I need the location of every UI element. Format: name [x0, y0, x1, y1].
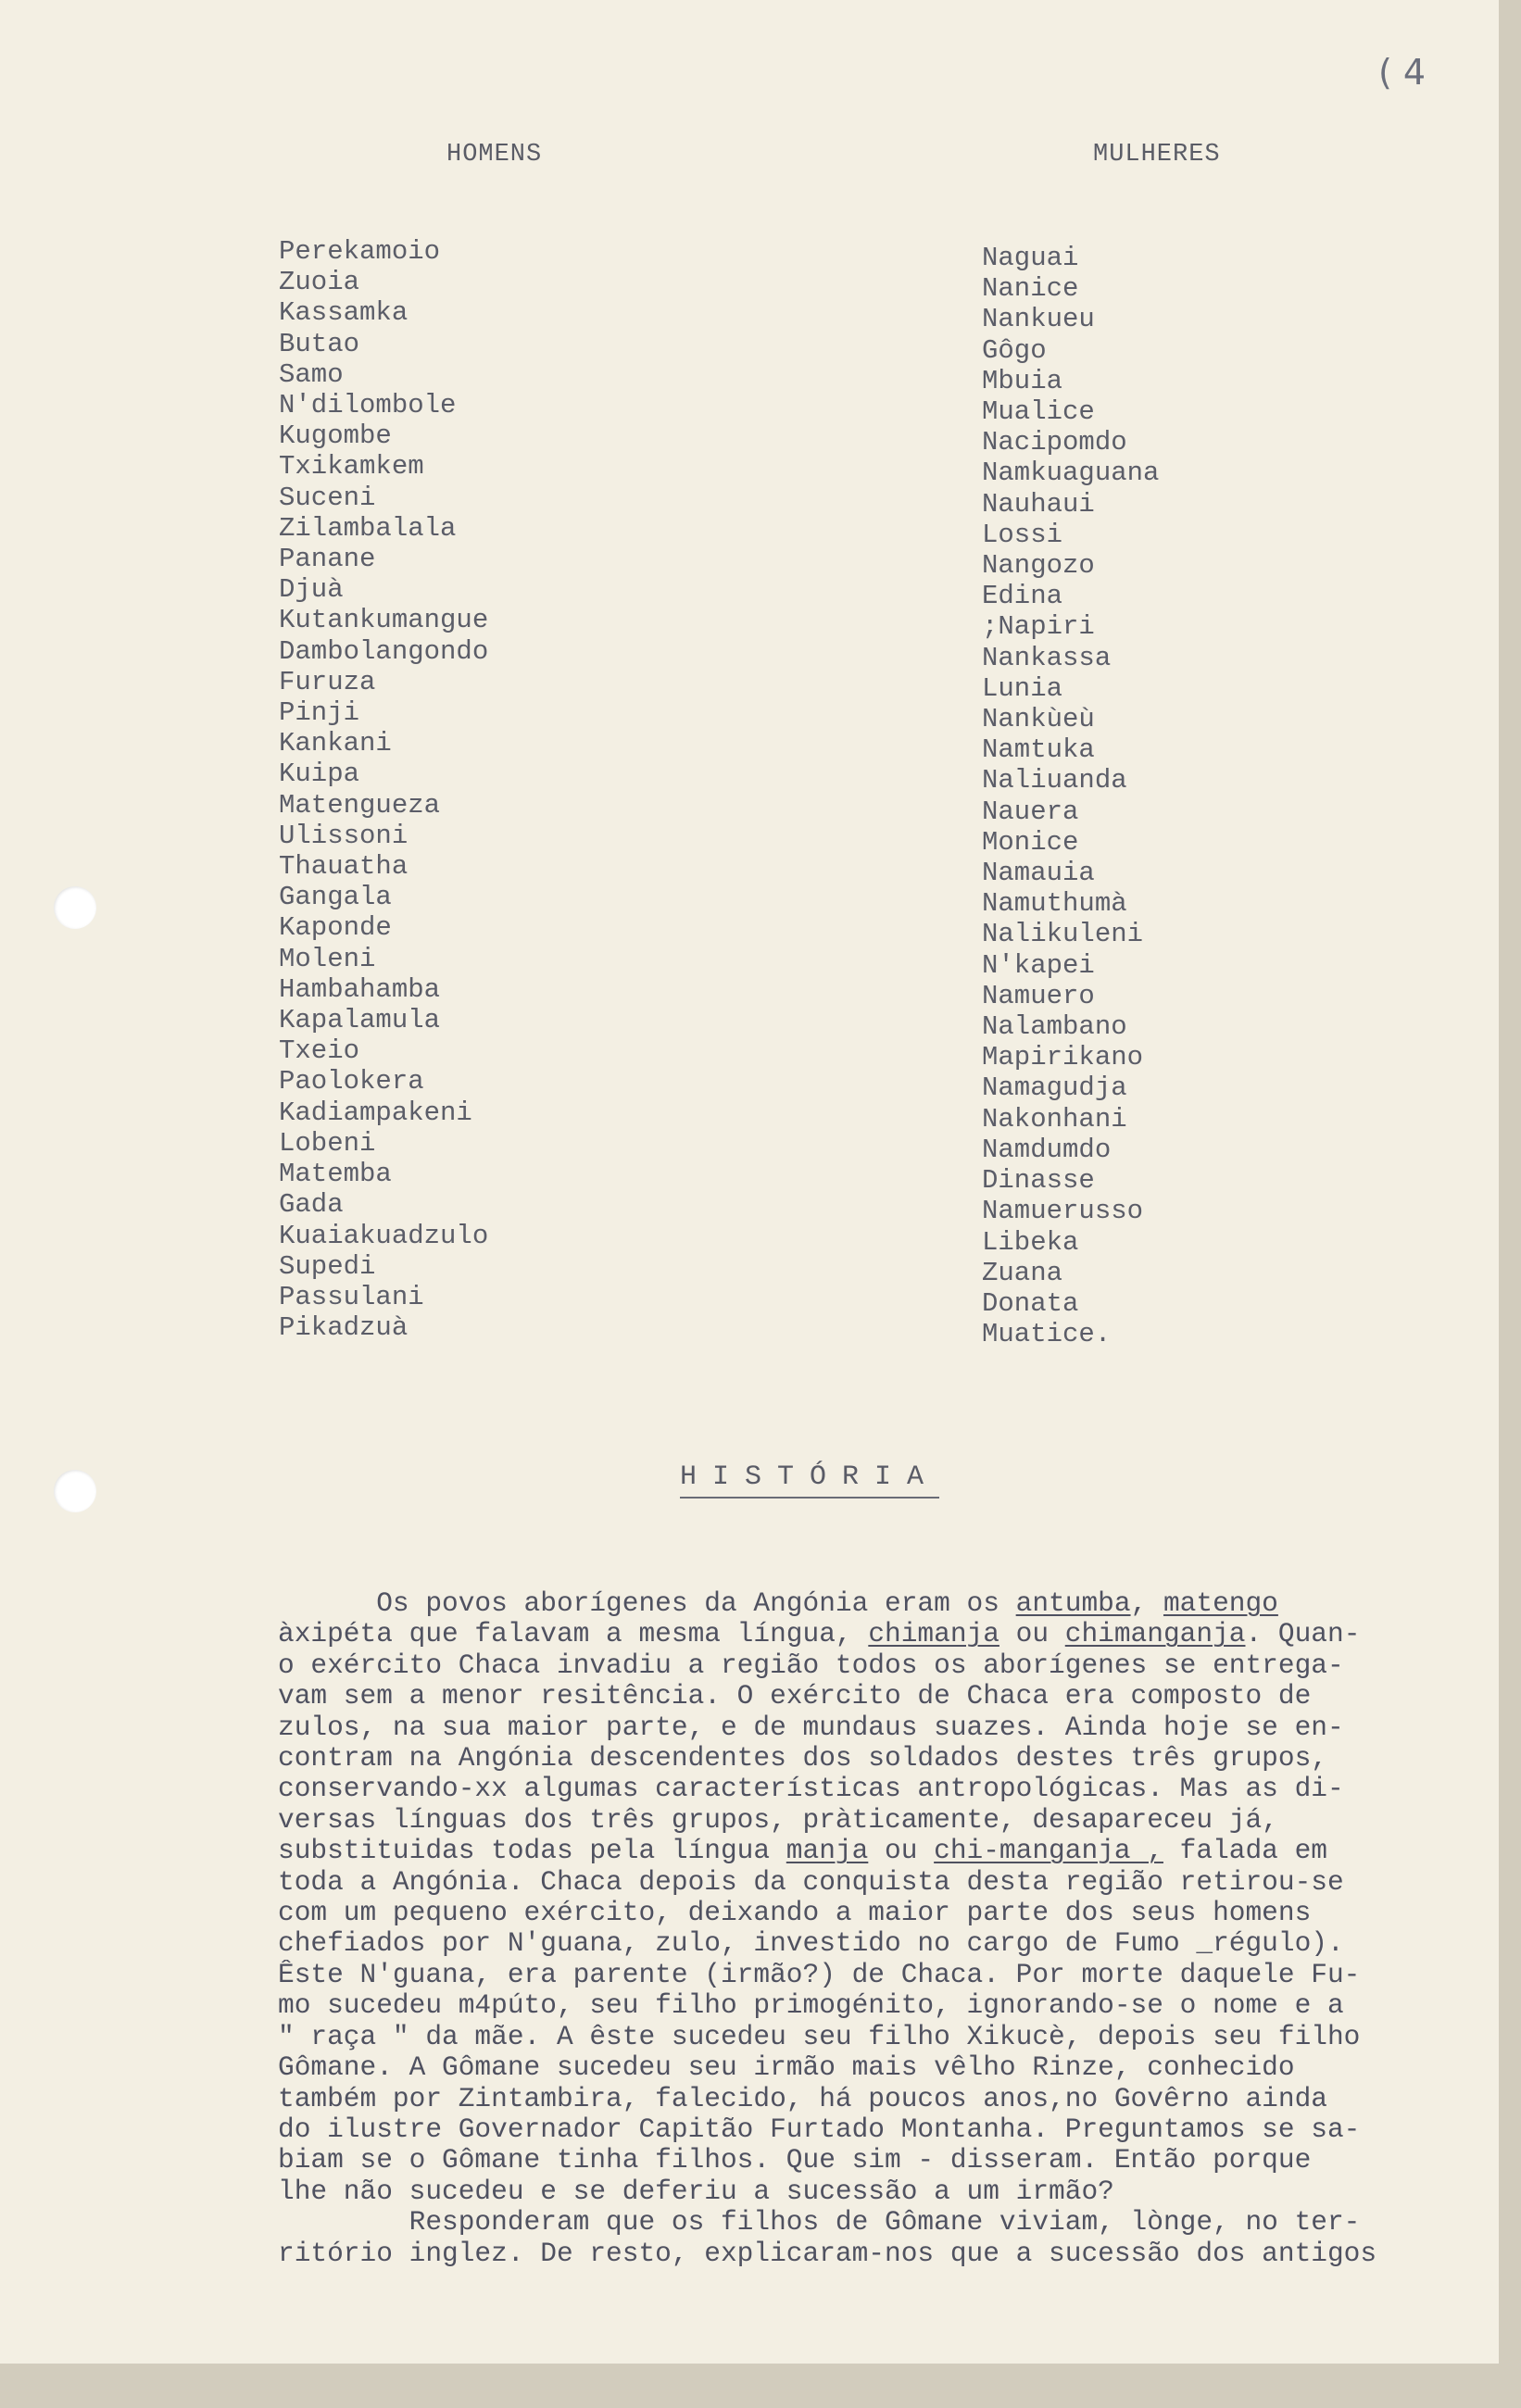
- punch-hole: [54, 886, 96, 929]
- mulheres-name: Nankueu: [982, 304, 1095, 335]
- homens-name: Kaponde: [279, 912, 392, 944]
- page-number: ( 4: [1378, 52, 1427, 93]
- scan-edge: [0, 2364, 1521, 2408]
- mulheres-name: Nakonhani: [982, 1103, 1127, 1135]
- text-line: toda a Angónia. Chaca depois da conquista desta região retirou-se: [278, 1866, 1344, 1898]
- mulheres-name: Naguai: [982, 243, 1079, 273]
- homens-name: Furuza: [279, 666, 376, 697]
- text-line: Êste N'guana, era parente (irmão?) de Chaca. Por morte daquele Fu-: [278, 1959, 1361, 1990]
- text-line: àxipéta que falavam a mesma língua, chimanja ou chimanganja. Quan-: [278, 1619, 1361, 1650]
- punch-hole: [54, 1470, 96, 1512]
- mulheres-name: N'kapei: [982, 949, 1095, 981]
- homens-name: Gangala: [279, 882, 392, 913]
- mulheres-name: Zuana: [982, 1257, 1063, 1288]
- text-line: Gômane. A Gômane sucedeu seu irmão mais vêlho Rinze, conhecido: [278, 2052, 1295, 2084]
- text-line: vam sem a menor resitência. O exército de Chaca era composto de: [278, 1681, 1312, 1712]
- mulheres-name: Dinasse: [982, 1165, 1095, 1197]
- mulheres-name: Gôgo: [982, 334, 1047, 366]
- homens-name: Gada: [279, 1189, 344, 1221]
- text-line: contram na Angónia descendentes dos soldados destes três grupos,: [278, 1743, 1327, 1775]
- mulheres-name: Edina: [982, 581, 1063, 612]
- homens-name: Thauatha: [279, 851, 409, 883]
- homens-name: Supedi: [279, 1250, 376, 1282]
- scan-edge: [1499, 0, 1521, 2408]
- mulheres-name: Nangozo: [982, 550, 1095, 582]
- homens-name: Djuà: [279, 574, 344, 606]
- mulheres-name: Namuero: [982, 980, 1095, 1011]
- mulheres-name: Nalikuleni: [982, 919, 1144, 950]
- mulheres-name: Nankùeù: [982, 704, 1095, 735]
- history-text: [278, 1588, 1499, 2269]
- homens-name: Paolokera: [279, 1066, 424, 1097]
- homens-name: Txeio: [279, 1035, 360, 1067]
- homens-name: Perekamoio: [279, 236, 441, 267]
- text-line: substituidas todas pela língua manja ou chi-manganja , falada em: [278, 1836, 1327, 1867]
- homens-name: Hambahamba: [279, 973, 441, 1005]
- mulheres-name: Muatice.: [982, 1319, 1112, 1350]
- homens-name: Ulissoni: [279, 820, 409, 851]
- mulheres-name: Nanice: [982, 273, 1079, 305]
- homens-name: Dambolangondo: [279, 635, 489, 667]
- mulheres-name: Mapirikano: [982, 1042, 1144, 1073]
- mulheres-name: Monice: [982, 826, 1079, 858]
- homens-name: Passulani: [279, 1281, 424, 1312]
- mulheres-name: Namauia: [982, 858, 1095, 889]
- mulheres-name: Lunia: [982, 672, 1063, 704]
- mulheres-name: Mbuia: [982, 365, 1063, 396]
- text-line: o exército Chaca invadiu a região todos os aborígenes se entrega-: [278, 1649, 1344, 1681]
- mulheres-name: Namkuaguana: [982, 458, 1160, 489]
- text-line: ritório inglez. De resto, explicaram-nos que a sucessão dos antigos: [278, 2238, 1377, 2269]
- homens-name: Suceni: [279, 482, 376, 513]
- mulheres-name: Nalambano: [982, 1011, 1127, 1043]
- homens-name: Panane: [279, 544, 376, 575]
- mulheres-name: Nankassa: [982, 642, 1112, 673]
- mulheres-name: Mualice: [982, 396, 1095, 428]
- text-line: Responderam que os filhos de Gômane viviam, lònge, no ter-: [278, 2207, 1361, 2239]
- homens-name: Zuoia: [279, 267, 360, 298]
- text-line: do ilustre Governador Capitão Furtado Montanha. Preguntamos se sa-: [278, 2113, 1361, 2145]
- text-line: chefiados por N'guana, zulo, investido no cargo de Fumo _régulo).: [278, 1928, 1344, 1960]
- homens-name: Pinji: [279, 697, 360, 729]
- text-line: " raça " da mãe. A êste sucedeu seu filho Xikucè, depois seu filho: [278, 2021, 1361, 2052]
- mulheres-name: Nacipomdo: [982, 427, 1127, 458]
- homens-name: Kugombe: [279, 420, 392, 452]
- mulheres-name: Donata: [982, 1287, 1079, 1319]
- homens-name: Moleni: [279, 943, 376, 974]
- homens-name: Kutankumangue: [279, 605, 489, 636]
- homens-name: Pikadzuà: [279, 1312, 409, 1344]
- mulheres-name: Lossi: [982, 519, 1063, 550]
- homens-list: [279, 236, 488, 1343]
- mulheres-name: ;Napiri: [982, 611, 1095, 643]
- homens-header: HOMENS: [446, 141, 543, 169]
- homens-name: Kadiampakeni: [279, 1097, 472, 1128]
- mulheres-list: [982, 243, 1159, 1349]
- mulheres-name: Libeka: [982, 1226, 1079, 1258]
- homens-name: Zilambalala: [279, 512, 457, 544]
- homens-name: Matemba: [279, 1159, 392, 1190]
- homens-name: Matengueza: [279, 789, 441, 821]
- section-title: HISTÓRIA: [680, 1461, 939, 1499]
- mulheres-name: Namuerusso: [982, 1196, 1144, 1227]
- text-line: com um pequeno exército, deixando a maior parte dos seus homens: [278, 1898, 1312, 1929]
- text-line: zulos, na sua maior parte, e de mundaus suazes. Ainda hoje se en-: [278, 1712, 1344, 1743]
- text-line: lhe não sucedeu e se deferiu a sucessão a um irmão?: [278, 2176, 1114, 2207]
- mulheres-header: MULHERES: [1093, 141, 1221, 169]
- mulheres-name: Namuthumà: [982, 888, 1127, 920]
- homens-name: Samo: [279, 358, 344, 390]
- homens-name: Butao: [279, 328, 360, 359]
- mulheres-name: Nauera: [982, 796, 1079, 827]
- homens-name: Kapalamula: [279, 1005, 441, 1036]
- text-line: Os povos aborígenes da Angónia eram os antumba, matengo: [278, 1588, 1278, 1619]
- homens-name: Lobeni: [279, 1127, 376, 1159]
- text-line: versas línguas dos três grupos, pràticamente, desapareceu já,: [278, 1804, 1278, 1836]
- mulheres-name: Namagudja: [982, 1072, 1127, 1104]
- mulheres-name: Namtuka: [982, 734, 1095, 766]
- text-line: biam se o Gômane tinha filhos. Que sim - disseram. Então porque: [278, 2145, 1312, 2176]
- homens-name: Txikamkem: [279, 451, 424, 483]
- mulheres-name: Nauhaui: [982, 488, 1095, 520]
- homens-name: Kassamka: [279, 297, 409, 329]
- text-line: conservando-xx algumas características antropológicas. Mas as di-: [278, 1774, 1344, 1805]
- mulheres-name: Naliuanda: [982, 765, 1127, 796]
- homens-name: Kankani: [279, 728, 392, 759]
- homens-name: Kuaiakuadzulo: [279, 1220, 489, 1251]
- homens-name: N'dilombole: [279, 390, 457, 421]
- text-line: também por Zintambira, falecido, há poucos anos,no Govêrno ainda: [278, 2083, 1327, 2114]
- homens-name: Kuipa: [279, 759, 360, 790]
- text-line: mo sucedeu m4púto, seu filho primogénito, ignorando-se o nome e a: [278, 1990, 1344, 2022]
- mulheres-name: Namdumdo: [982, 1134, 1112, 1165]
